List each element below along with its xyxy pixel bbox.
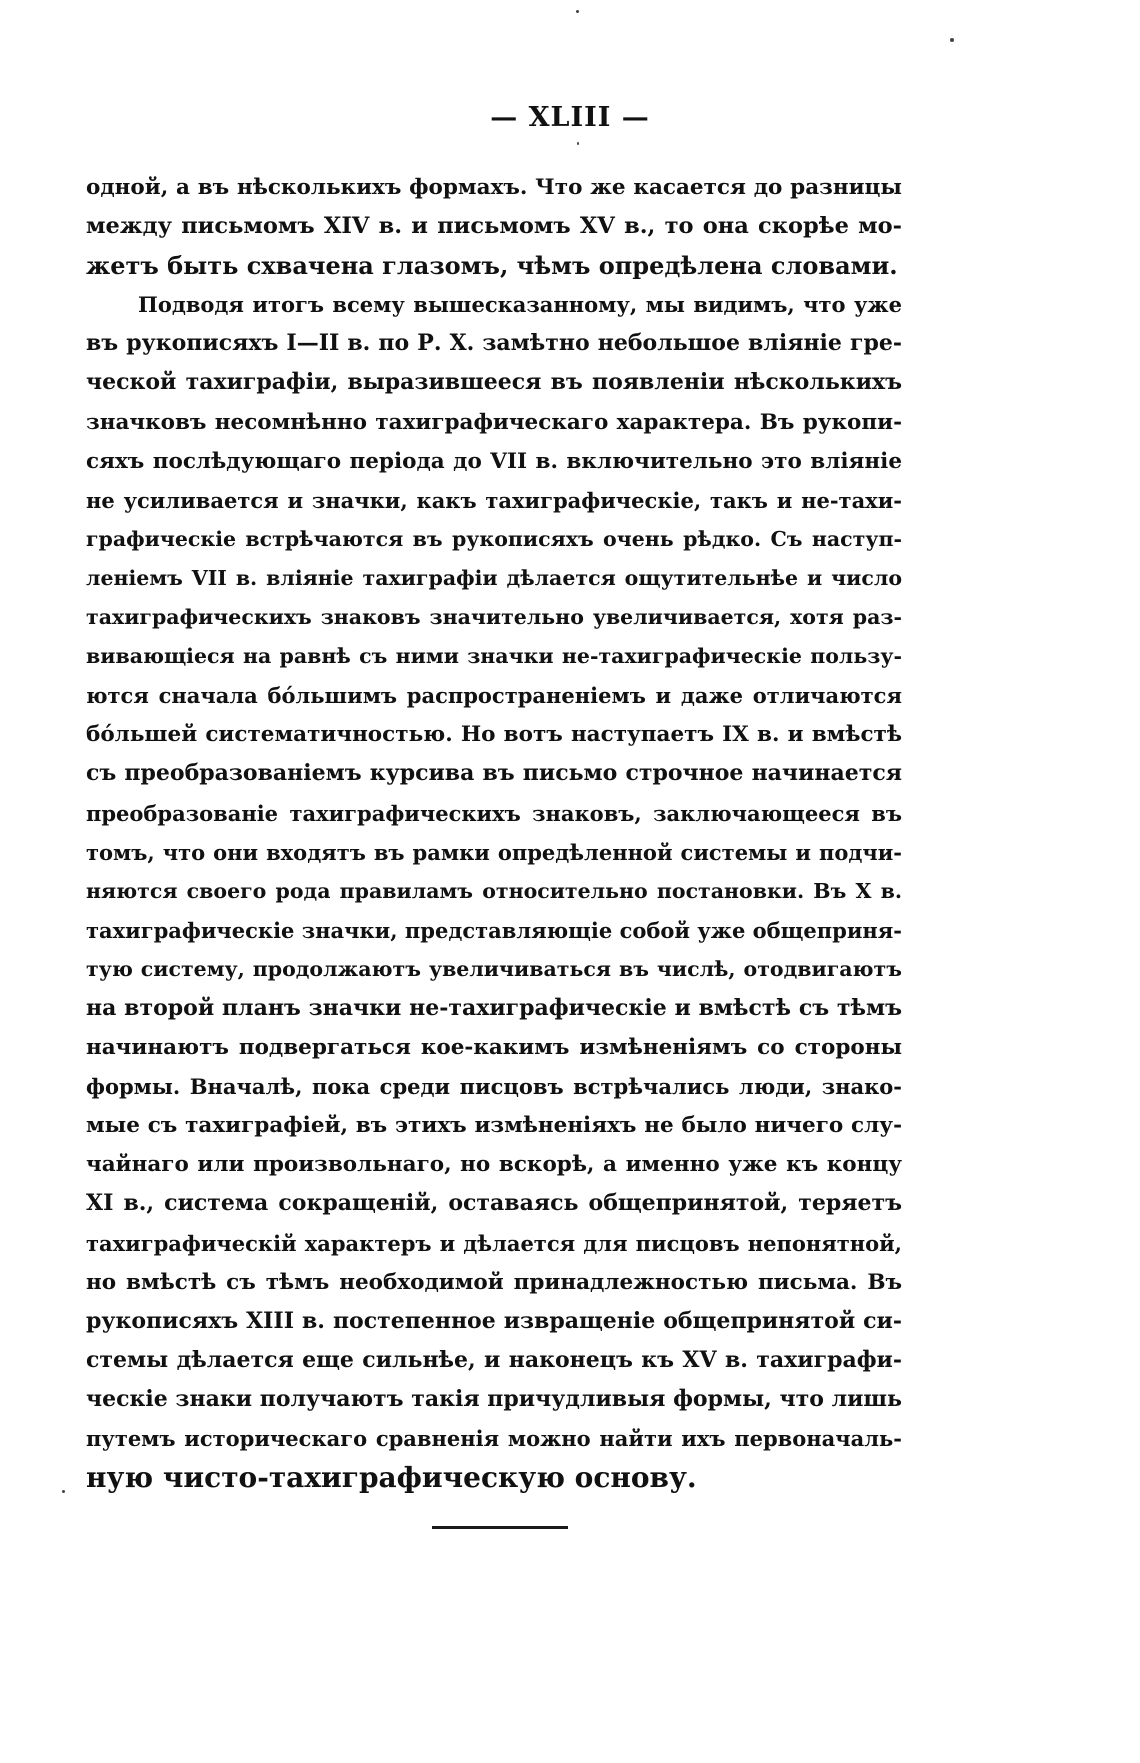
text-line: на второй планъ значки не-тахиграфическіе и вмѣстѣ съ тѣмъ [86, 994, 902, 1021]
paragraph [86, 285, 902, 1497]
scan-speck [577, 142, 579, 145]
text-line: одной, а въ нѣсколькихъ формахъ. Что же касается до разницы [86, 175, 902, 200]
text-line: няются своего рода правиламъ относительно постановки. Въ X в. [86, 878, 902, 903]
text-line: жетъ быть схвачена глазомъ, чѣмъ опредѣлена словами. [86, 251, 898, 281]
text-line: но вмѣстѣ съ тѣмъ необходимой принадлежностью письма. Въ [86, 1269, 902, 1295]
text-line: томъ, что они входятъ въ рамки опредѣленной системы и подчи- [86, 839, 902, 865]
text-line: тую систему, продолжаютъ увеличиваться въ числѣ, отодвигаютъ [86, 956, 902, 981]
text-line: преобразованіе тахиграфическихъ знаковъ, заключающееся въ [86, 800, 902, 826]
text-line: ческой тахиграфіи, выразившееся въ появленіи нѣсколькихъ [86, 369, 902, 396]
text-line: съ преобразованіемъ курсива въ письмо строчное начинается [86, 760, 902, 787]
scan-speck [576, 10, 579, 13]
text-line: ческіе знаки получаютъ такія причудливыя формы, что лишь [86, 1385, 902, 1412]
text-line: тахиграфическіе значки, представляющіе собой уже общеприня- [86, 917, 902, 943]
scan-speck [62, 1490, 65, 1493]
scan-speck [950, 38, 954, 42]
end-rule [432, 1526, 568, 1529]
text-line: путемъ историческаго сравненія можно найти ихъ первоначаль- [86, 1426, 902, 1451]
text-line: рукописяхъ XIII в. постепенное извращеніе общепринятой си- [86, 1307, 902, 1334]
body-text [86, 168, 902, 1497]
text-line: сяхъ послѣдующаго періода до VII в. включительно это вліяніе [86, 448, 902, 474]
text-line: леніемъ VII в. вліяніе тахиграфіи дѣлается ощутительнѣе и число [86, 565, 902, 590]
text-line: значковъ несомнѣнно тахиграфическаго характера. Въ рукопи- [86, 409, 902, 435]
text-line: стемы дѣлается еще сильнѣе, и наконецъ къ XV в. тахиграфи- [86, 1346, 902, 1373]
text-line: формы. Вначалѣ, пока среди писцовъ встрѣчались люди, знако- [86, 1074, 902, 1100]
text-line: между письмомъ XIV в. и письмомъ XV в., то она скорѣе мо- [86, 213, 902, 240]
text-line: мые съ тахиграфіей, въ этихъ измѣненіяхъ не было ничего слу- [86, 1113, 902, 1139]
text-line: ную чисто-тахиграфическую основу. [86, 1461, 697, 1495]
text-line: графическіе встрѣчаются въ рукописяхъ очень рѣдко. Съ наступ- [86, 526, 902, 551]
text-line: чайнаго или произвольнаго, но вскорѣ, а именно уже къ концу [86, 1152, 902, 1178]
text-line: Подводя итогъ всему вышесказанному, мы видимъ, что уже [138, 292, 902, 318]
text-line: тахиграфическій характеръ и дѣлается для писцовъ непонятной, [86, 1230, 902, 1256]
text-line: XI в., система сокращеній, оставаясь общепринятой, теряетъ [86, 1190, 902, 1217]
text-line: бóльшей систематичностью. Но вотъ наступаетъ IX в. и вмѣстѣ [86, 722, 902, 748]
text-line: тахиграфическихъ знаковъ значительно увеличивается, хотя раз- [86, 605, 902, 630]
text-line: не усиливается и значки, какъ тахиграфическіе, такъ и не-тахи- [86, 487, 902, 513]
text-line: въ рукописяхъ I—II в. по Р. Х. замѣтно небольшое вліяніе гре- [86, 330, 902, 357]
text-line: ются сначала бóльшимъ распространеніемъ и даже отличаются [86, 683, 902, 709]
page-number: — XLIII — [490, 102, 650, 133]
text-line: вивающіеся на равнѣ съ ними значки не-тахиграфическіе пользу- [86, 644, 902, 669]
paragraph [86, 168, 902, 285]
text-line: начинаютъ подвергаться кое-какимъ измѣненіямъ со стороны [86, 1035, 902, 1061]
